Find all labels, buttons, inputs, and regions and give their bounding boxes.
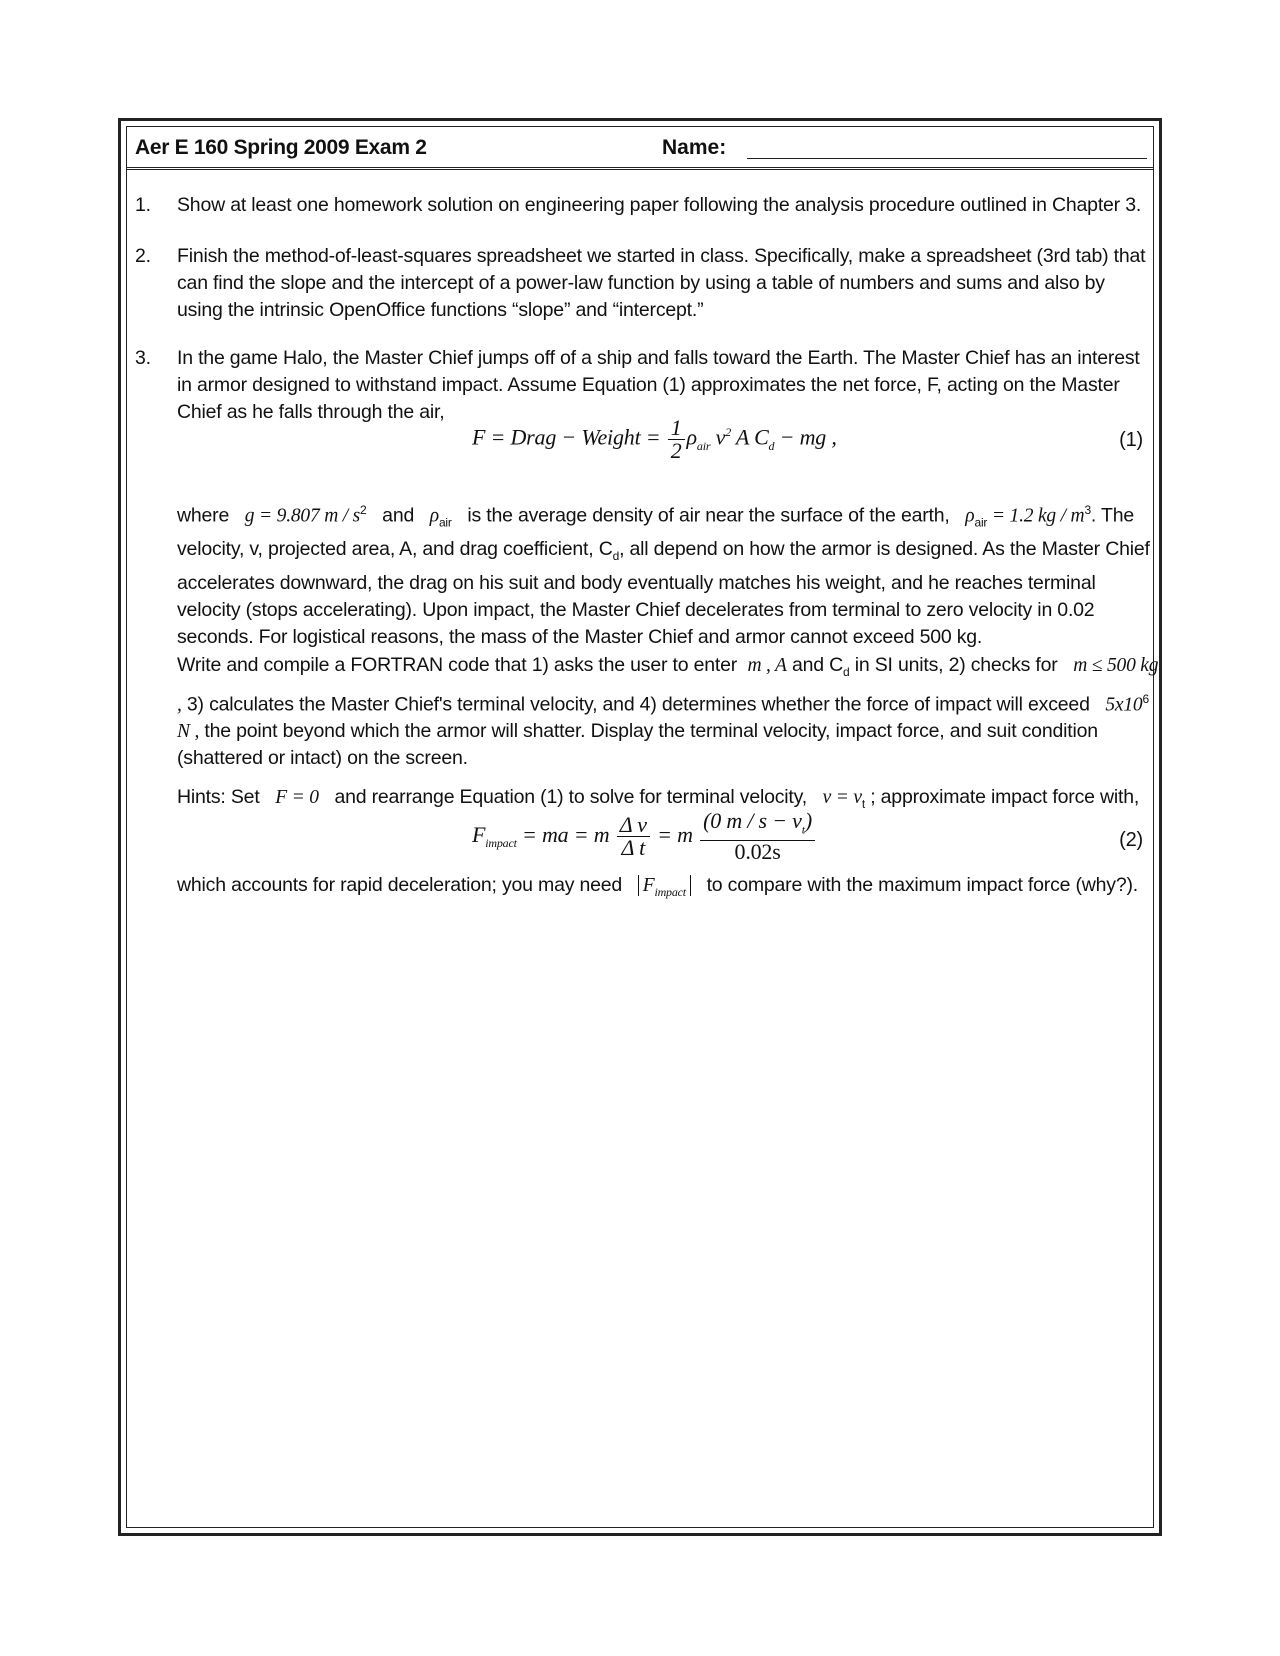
- equation-2-label: (2): [1119, 829, 1143, 851]
- description-text: , all depend on how the armor is designed. As the Master Chief accelerates downward, the drag on his suit and body eventually matches his weight, and he reaches terminal velocity (stops accelerating). Upon impact, the Master Chief decelerates from terminal to zero velocity in 0.02 seconds. For logistical reasons, the mass of the Master Chief and armor cannot exceed 500 kg.: [177, 538, 1150, 649]
- equation-1: [472, 417, 837, 462]
- force-limit: 5x10: [1105, 694, 1143, 716]
- name-label: Name:: [662, 136, 727, 159]
- eq2-f-sub: impact: [485, 836, 517, 851]
- cd-sub-2: d: [843, 664, 850, 679]
- and-cd-text: and C: [786, 654, 843, 676]
- force-limit-sup: 6: [1142, 691, 1149, 706]
- abs-f: F: [642, 875, 655, 896]
- rho-symbol: ρ: [429, 505, 439, 527]
- inputs-math: m , A: [747, 655, 787, 676]
- paragraph-write: [177, 652, 1162, 772]
- terminal-velocity: v = v: [822, 787, 862, 808]
- eq2-f1-den: Δ t: [621, 835, 646, 861]
- calc-text: 3) calculates the Master Chief's terminal velocity, and 4) determines whether the force of impact will exceed: [186, 693, 1090, 716]
- rho-symbol-2: ρ: [965, 505, 975, 527]
- exam-header: [127, 127, 1153, 170]
- question-text: Finish the method-of-least-squares spreadsheet we started in class. Specifically, make a spreadsheet (3rd tab) that can find the slope and the intercept of a power-law function by using a table of numbers and sums and also by using the intrinsic OpenOffice functions “slope” and “intercept.”: [177, 245, 1146, 321]
- eq2-f2-num-sub: t: [801, 822, 805, 837]
- final-text: which accounts for rapid deceleration; you may need: [177, 874, 623, 896]
- gravity-value: g = 9.807 m / s: [244, 505, 361, 527]
- abs-f-sub: impact: [654, 884, 686, 899]
- equation-1-label: (1): [1119, 429, 1143, 451]
- cd-sub: d: [612, 549, 620, 564]
- compare-text: to compare with the maximum impact force (why?).: [706, 874, 1139, 896]
- eq1-ac: A C: [735, 424, 769, 450]
- rearrange-text: and rearrange Equation (1) to solve for terminal velocity,: [334, 786, 807, 808]
- hints-label: Hints: Set: [177, 786, 260, 808]
- density-text: is the average density of air near the surface of the earth,: [467, 504, 950, 527]
- rho-value-sup: 3: [1084, 503, 1091, 517]
- question-text: Show at least one homework solution on engineering paper following the analysis procedure outlined in Chapter 3.: [177, 194, 1142, 216]
- question-number: 3.: [135, 347, 151, 369]
- eq2-fraction-2: [700, 810, 815, 863]
- eq2-f1-num: Δ v: [617, 814, 650, 837]
- eq1-rho-sub: air: [696, 438, 711, 453]
- exam-frame-inner: [126, 126, 1159, 1528]
- rho-sub-2: air: [974, 515, 988, 530]
- eq1-frac-num: 1: [668, 417, 685, 440]
- force-unit: N ,: [177, 721, 200, 743]
- eq1-fraction: [668, 417, 685, 462]
- eq1-cd-sub: d: [768, 438, 775, 453]
- eq2-f2-den: 0.02s: [734, 839, 781, 865]
- eq2-f2-num: (0 m / s − v: [703, 808, 802, 833]
- terminal-velocity-sub: t: [861, 796, 865, 811]
- question-text: In the game Halo, the Master Chief jumps off of a ship and falls toward the Earth. The Master Chief has an interest in armor designed to withstand impact. Assume Equation (1) approximates the net force, F, acting on the Master Chief as he falls through the air,: [177, 347, 1140, 423]
- force-zero: F = 0: [275, 787, 319, 808]
- eq2-f2-num-end: ): [804, 808, 812, 833]
- eq1-rho: ρ: [686, 424, 697, 450]
- gravity-sup: 2: [360, 503, 367, 517]
- eq1-frac-den: 2: [670, 438, 682, 463]
- question-number: 2.: [135, 245, 151, 267]
- shatter-text: the point beyond which the armor will shatter. Display the terminal velocity, impact force, and suit condition (shattered or intact) on the screen.: [177, 720, 1098, 770]
- equation-2: [472, 810, 817, 863]
- eq1-lhs: F = Drag − Weight =: [472, 424, 661, 450]
- name-line: [747, 157, 1147, 159]
- eq2-f: F: [472, 821, 486, 847]
- where-text: where: [177, 504, 230, 527]
- velocity-text: . The velocity, v, projected area, A, and drag coefficient, C: [177, 504, 1135, 561]
- write-text: Write and compile a FORTRAN code that 1) asks the user to enter: [177, 654, 738, 676]
- course-title: Aer E 160 Spring 2009 Exam 2: [135, 136, 427, 159]
- exam-frame: [118, 118, 1162, 1536]
- eq1-v: v: [710, 424, 726, 450]
- abs-impact-force: [638, 875, 691, 899]
- eq1-mg: − mg ,: [774, 424, 837, 450]
- eq2-m: = m: [651, 821, 699, 847]
- approx-text: ; approximate impact force with,: [870, 786, 1140, 808]
- question-number: 1.: [135, 194, 151, 216]
- rho-value: = 1.2 kg / m: [987, 505, 1085, 527]
- rho-sub: air: [438, 515, 452, 530]
- eq1-v-sup: 2: [725, 425, 732, 440]
- and-text: and: [382, 504, 415, 527]
- si-text: in SI units, 2) checks for: [849, 654, 1058, 676]
- eq2-ma: = ma = m: [516, 821, 615, 847]
- eq2-fraction-1: [617, 814, 650, 859]
- paragraph-final: [177, 872, 1162, 906]
- mass-condition: m ≤ 500 kg ,: [177, 655, 1159, 716]
- paragraph-where: [177, 497, 1162, 651]
